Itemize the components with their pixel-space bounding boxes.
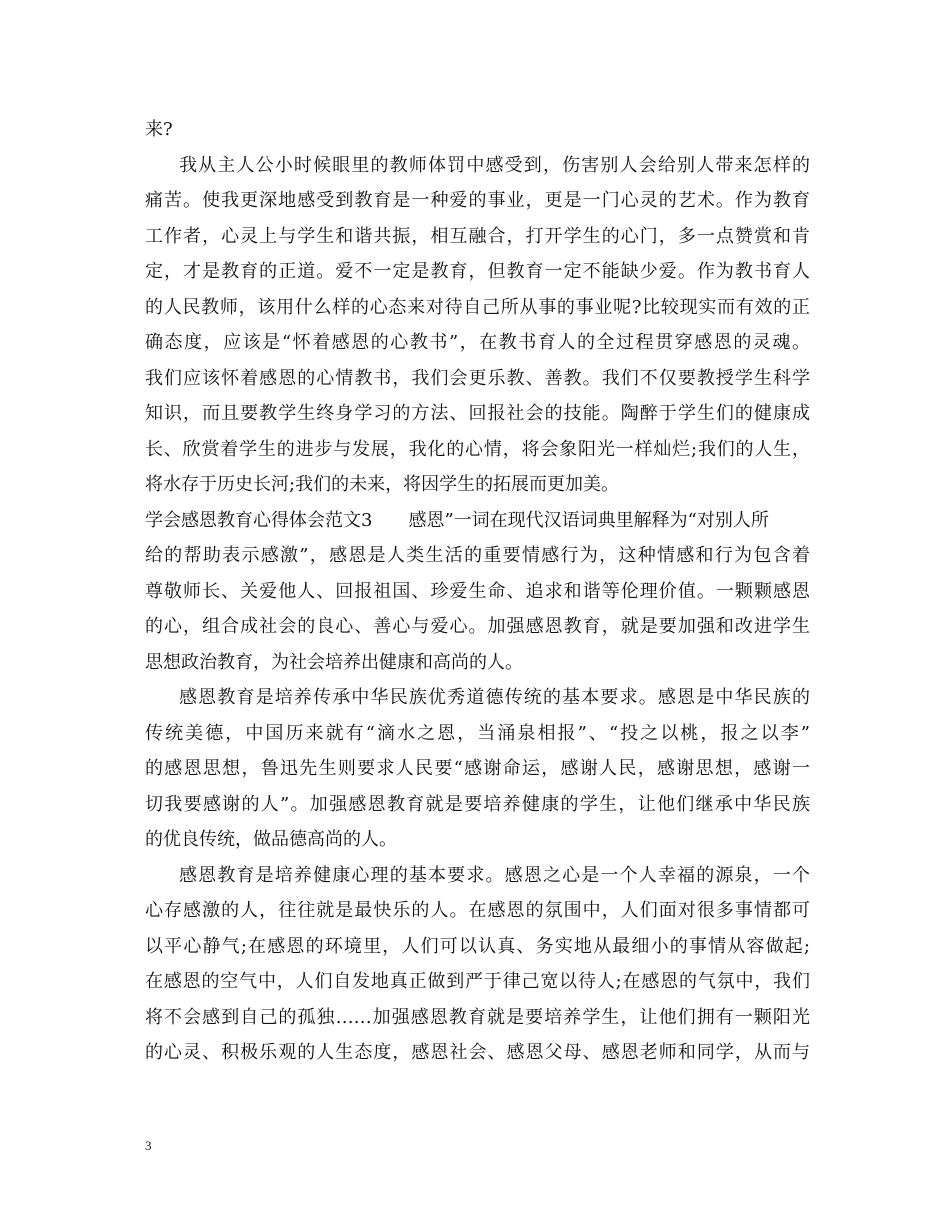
page-number: 3 (145, 1138, 152, 1153)
text-line: 知识，而且要教学生终身学习的方法、回报社会的技能。陶醉于学生们的健康成 (145, 403, 810, 424)
text-line: 以平心静气;在感恩的环境里，人们可以认真、务实地从最细小的事情从容做起; (145, 935, 810, 957)
text-line: 的心灵、积极乐观的人生态度，感恩社会、感恩父母、感恩老师和同学，从而与 (145, 1042, 810, 1063)
text-line: 感恩教育是培养健康心理的基本要求。感恩之心是一个人幸福的源泉，一个 (179, 864, 810, 886)
text-line: 的人民教师，该用什么样的心态来对待自己所从事的事业呢?比较现实而有效的正 (145, 296, 810, 318)
text-line: 在感恩的空气中，人们自发地真正做到严于律己宽以待人;在感恩的气氛中，我们 (145, 971, 810, 992)
text-line: 长、欣赏着学生的进步与发展，我化的心情，将会象阳光一样灿烂;我们的人生， (145, 438, 810, 460)
text-line: 感恩教育是培养传承中华民族优秀道德传统的基本要求。感恩是中华民族的 (179, 687, 810, 708)
text-line: 的感恩思想，鲁迅先生则要求人民要“感谢命运，感谢人民，感谢思想，感谢一 (145, 758, 810, 779)
text-line: 切我要感谢的人”。加强感恩教育就是要培养健康的学生，让他们继承中华民族 (145, 793, 810, 815)
text-line: 将不会感到自己的孤独……加强感恩教育就是要培养学生，让他们拥有一颗阳光 (145, 1006, 810, 1028)
text-line: 心存感激的人，往往就是最快乐的人。在感恩的氛围中，人们面对很多事情都可 (145, 900, 810, 921)
text-line: 我们应该怀着感恩的心情教书，我们会更乐教、善教。我们不仅要教授学生科学 (145, 367, 810, 389)
text-line: 传统美德，中国历来就有“滴水之恩，当涌泉相报”、“投之以桃，报之以李” (145, 722, 810, 744)
section-heading: 学会感恩教育心得体会范文3 (145, 509, 373, 531)
text-line: 尊敬师长、关爱他人、回报祖国、珍爱生命、追求和谐等伦理价值。一颗颗感恩 (145, 580, 810, 602)
section-intro: 感恩”一词在现代汉语词典里解释为“对别人所 (408, 509, 769, 531)
text-line: 定，才是教育的正道。爱不一定是教育，但教育一定不能缺少爱。作为教书育人 (145, 261, 810, 282)
section-heading-line (145, 503, 810, 539)
body-text (145, 112, 810, 1071)
text-line: 来? (145, 119, 173, 140)
text-line: 的优良传统，做品德高尚的人。 (145, 829, 397, 850)
text-line: 我从主人公小时候眼里的教师体罚中感受到，伤害别人会给别人带来怎样的 (179, 154, 810, 176)
text-line: 将水存于历史长河;我们的未来，将因学生的拓展而更加美。 (145, 474, 620, 495)
text-line: 给的帮助表示感激”，感恩是人类生活的重要情感行为，这种情感和行为包含着 (145, 545, 810, 566)
text-line: 工作者，心灵上与学生和谐共振，相互融合，打开学生的心门，多一点赞赏和肯 (145, 225, 810, 247)
text-line: 思想政治教育，为社会培养出健康和高尚的人。 (145, 651, 523, 673)
text-line: 的心，组合成社会的良心、善心与爱心。加强感恩教育，就是要加强和改进学生 (145, 616, 810, 637)
text-line: 痛苦。使我更深地感受到教育是一种爱的事业，更是一门心灵的艺术。作为教育 (145, 190, 810, 211)
text-line: 确态度，应该是“怀着感恩的心教书”，在教书育人的全过程贯穿感恩的灵魂。 (145, 332, 810, 353)
